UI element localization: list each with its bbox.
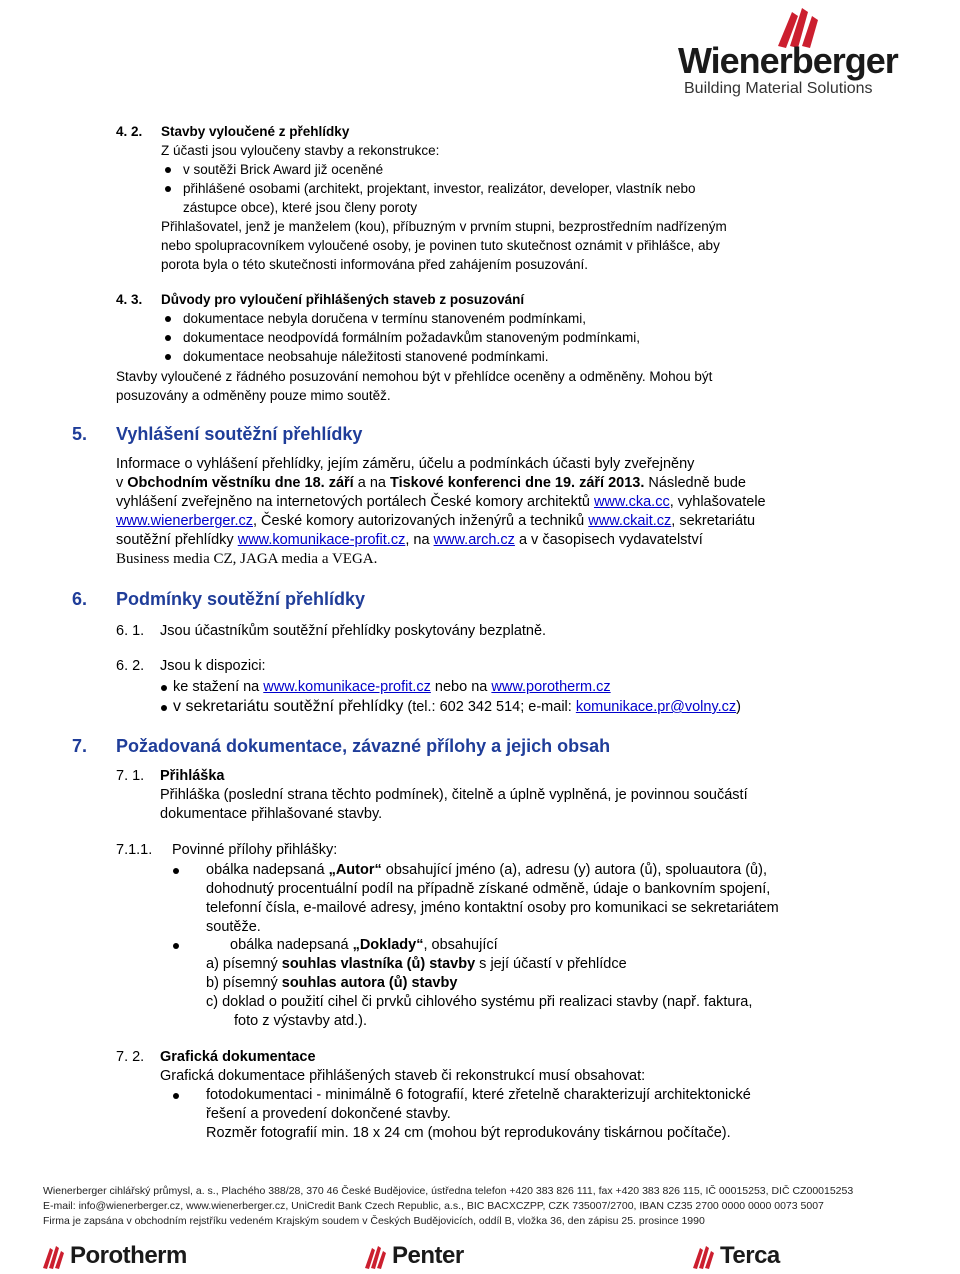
wienerberger-logo [676, 0, 916, 100]
paragraph-line: Informace o vyhlášení přehlídky, jejím záměru, účelu a podmínkách účasti byly zveřejněny [116, 456, 695, 472]
text: , obsahující [423, 937, 498, 953]
list-item-b [206, 974, 457, 993]
paragraph-line: Stavby vyloučené z řádného posuzování nemohou být v přehlídce oceněny a odměněny. Mohou být [116, 369, 713, 384]
subsection-6-1-text: Jsou účastníkům soutěžní přehlídky poskytovány bezplatně. [160, 623, 547, 639]
link-wienerberger[interactable]: www.wienerberger.cz [116, 513, 253, 529]
bullet-icon [161, 705, 167, 711]
text: obálka nadepsaná [230, 937, 353, 953]
text: v [116, 475, 128, 491]
bullet-icon [173, 1093, 179, 1099]
text: vyhlášení zveřejněno na internetových portálech České komory architektů [116, 494, 594, 510]
bold-text: souhlas vlastníka (ů) stavby [281, 956, 476, 972]
link-email[interactable]: komunikace.pr@volny.cz [575, 699, 737, 715]
bullet-icon [161, 685, 167, 691]
bold-text: „Autor“ [328, 862, 382, 878]
text: a) písemný [206, 956, 282, 972]
subsection-6-2-text: Jsou k dispozici: [160, 658, 266, 674]
paragraph-line: Přihlašovatel, jenž je manželem (kou), příbuzným v prvním stupni, bezprostředním nadřízeným [161, 219, 727, 234]
bullet-icon [165, 354, 171, 360]
list-item-a [206, 955, 627, 974]
section-4-2-title: Stavby vyloučené z přehlídky [161, 124, 350, 139]
bullet-icon [173, 868, 179, 874]
list-item: dokumentace neodpovídá formálním požadavkům stanoveným podmínkami, [183, 330, 640, 345]
section-7-title: Požadovaná dokumentace, závazné přílohy a jejich obsah [116, 736, 611, 756]
roof-logo-icon [362, 1244, 388, 1270]
text: ) [736, 699, 742, 715]
subsection-7-1-1-number: 7.1.1. [116, 842, 153, 858]
bold-text: Obchodním věstníku dne 18. září [127, 475, 354, 491]
list-item-c: c) doklad o použití cihel či prvků cihlového systému při realizaci stavby (např. faktura, [206, 994, 753, 1010]
list-item-continuation: řešení a provedení dokončené stavby. [206, 1106, 451, 1122]
list-item [206, 861, 767, 880]
roof-logo-icon [40, 1244, 66, 1270]
paragraph-line [116, 512, 755, 531]
brand-porotherm [40, 1240, 220, 1274]
footer-registry-line: Firma je zapsána v obchodním rejstříku vedeném Krajským soudem v Českých Budějovicích, oddíl B, vložka 36, den zápisu 25. prosince 1990 [43, 1215, 705, 1227]
brand-terca [690, 1240, 830, 1274]
list-item-continuation: foto z výstavby atd.). [234, 1013, 367, 1029]
bullet-icon [165, 167, 171, 173]
brand-penter [362, 1240, 502, 1274]
list-item-continuation: Rozměr fotografií min. 18 x 24 cm (mohou být reprodukovány tiskárnou počítače). [206, 1125, 731, 1141]
bullet-icon [173, 943, 179, 949]
subsection-7-1-1-title: Povinné přílohy přihlášky: [172, 842, 338, 858]
roof-logo-icon [690, 1244, 716, 1270]
text: (tel.: 602 342 514; e-mail: [403, 699, 576, 715]
footer-company-line: Wienerberger cihlářský průmysl, a. s., Plachého 388/28, 370 46 České Budějovice, ústředna telefon +420 383 826 111, fax +420 383 826 115, IČ 00015253, DIČ CZ00015253 [43, 1185, 854, 1197]
list-item: přihlášené osobami (architekt, projektant, investor, realizátor, developer, vlastník nebo [183, 181, 696, 196]
text: , České komory autorizovaných inženýrů a techniků [253, 513, 589, 529]
text: s její účastí v přehlídce [475, 956, 627, 972]
list-item: dokumentace neobsahuje náležitosti stanovené podmínkami. [183, 349, 549, 364]
link-porotherm[interactable]: www.porotherm.cz [491, 679, 611, 695]
section-7-number: 7. [72, 736, 88, 756]
text: b) písemný [206, 975, 282, 991]
paragraph-line: dokumentace přihlašované stavby. [160, 806, 383, 822]
list-item: v soutěži Brick Award již oceněné [183, 162, 384, 177]
text: soutěžní přehlídky [116, 532, 238, 548]
list-item [173, 678, 611, 697]
section-6-number: 6. [72, 589, 88, 609]
list-item [173, 697, 741, 717]
paragraph-line: Business media CZ, JAGA media a VEGA. [116, 551, 378, 567]
paragraph-line: posuzovány a odměněny pouze mimo soutěž. [116, 388, 391, 403]
bold-text: „Doklady“ [352, 937, 424, 953]
text: nebo na [430, 679, 492, 695]
subsection-7-2-title: Grafická dokumentace [160, 1049, 316, 1065]
section-5-title: Vyhlášení soutěžní přehlídky [116, 424, 363, 444]
list-item: dokumentace nebyla doručena v termínu stanoveném podmínkami, [183, 311, 586, 326]
section-4-3-number: 4. 3. [116, 292, 143, 307]
list-item-continuation: dohodnutý procentuální podíl na případně získané odměně, údaje o bankovním spojení, [206, 881, 771, 897]
bullet-icon [165, 335, 171, 341]
brand-name: Terca [720, 1242, 780, 1269]
list-item: fotodokumentaci - minimálně 6 fotografií, které zřetelně charakterizují architektonické [206, 1087, 751, 1103]
text: a v časopisech vydavatelství [514, 532, 703, 548]
list-item-continuation: zástupce obce), které jsou členy poroty [183, 200, 418, 215]
link-komunikace-profit[interactable]: www.komunikace-profit.cz [263, 679, 431, 695]
text: a na [353, 475, 390, 491]
bullet-icon [165, 186, 171, 192]
text: , vyhlašovatele [669, 494, 766, 510]
text: v sekretariátu soutěžní přehlídky [173, 698, 404, 715]
link-cka[interactable]: www.cka.cc [593, 494, 670, 510]
subsection-7-1-number: 7. 1. [116, 768, 145, 784]
section-4-2-number: 4. 2. [116, 124, 143, 139]
bullet-icon [165, 316, 171, 322]
list-item-continuation: telefonní čísla, e-mailové adresy, jméno kontaktní osoby pro komunikaci se sekretariátem [206, 900, 779, 916]
section-5-number: 5. [72, 424, 88, 444]
section-4-3-title: Důvody pro vyloučení přihlášených staveb z posuzování [161, 292, 525, 307]
paragraph-line [116, 493, 766, 512]
text: , na [405, 532, 434, 548]
paragraph-line: Přihláška (poslední strana těchto podmínek), čitelně a úplně vyplněná, je povinnou součástí [160, 787, 748, 803]
text: obsahující jméno (a), adresu (y) autora (ů), spoluautora (ů), [381, 862, 767, 878]
list-item-continuation: soutěže. [206, 919, 261, 935]
link-ckait[interactable]: www.ckait.cz [588, 513, 672, 529]
subsection-7-2-number: 7. 2. [116, 1049, 145, 1065]
link-arch[interactable]: www.arch.cz [433, 532, 515, 548]
logo-name: Wienerberger [678, 40, 898, 81]
text: Následně bude [644, 475, 746, 491]
brand-name: Penter [392, 1242, 464, 1269]
subsection-6-1-number: 6. 1. [116, 623, 145, 639]
section-4-2-intro: Z účasti jsou vyloučeny stavby a rekonstrukce: [161, 143, 440, 158]
link-komunikace-profit[interactable]: www.komunikace-profit.cz [237, 532, 406, 548]
section-6-title: Podmínky soutěžní přehlídky [116, 589, 366, 609]
logo-subtitle: Building Material Solutions [684, 80, 873, 97]
paragraph-line: Grafická dokumentace přihlášených staveb či rekonstrukcí musí obsahovat: [160, 1068, 646, 1084]
paragraph-line: nebo spolupracovníkem vyloučené osoby, je povinen tuto skutečnost oznámit v přihlášce, aby [161, 238, 720, 253]
text: , sekretariátu [671, 513, 756, 529]
subsection-7-1-title: Přihláška [160, 768, 225, 784]
subsection-6-2-number: 6. 2. [116, 658, 145, 674]
paragraph-line [116, 474, 746, 493]
brand-name: Porotherm [70, 1242, 187, 1269]
text: ke stažení na [173, 679, 264, 695]
footer-contact-line: E-mail: info@wienerberger.cz, www.wienerberger.cz, UniCredit Bank Czech Republic, a.s., BIC BACXCZPP, CZK 735007/2700, IBAN CZ35 2700 0000 0000 0073 5007 [43, 1200, 824, 1212]
list-item [230, 936, 498, 955]
bold-text: souhlas autora (ů) stavby [281, 975, 458, 991]
paragraph-line: porota byla o této skutečnosti informována před zahájením posuzování. [161, 257, 589, 272]
paragraph-line [116, 531, 703, 550]
text: obálka nadepsaná [206, 862, 329, 878]
bold-text: Tiskové konferenci dne 19. září 2013. [389, 475, 645, 491]
